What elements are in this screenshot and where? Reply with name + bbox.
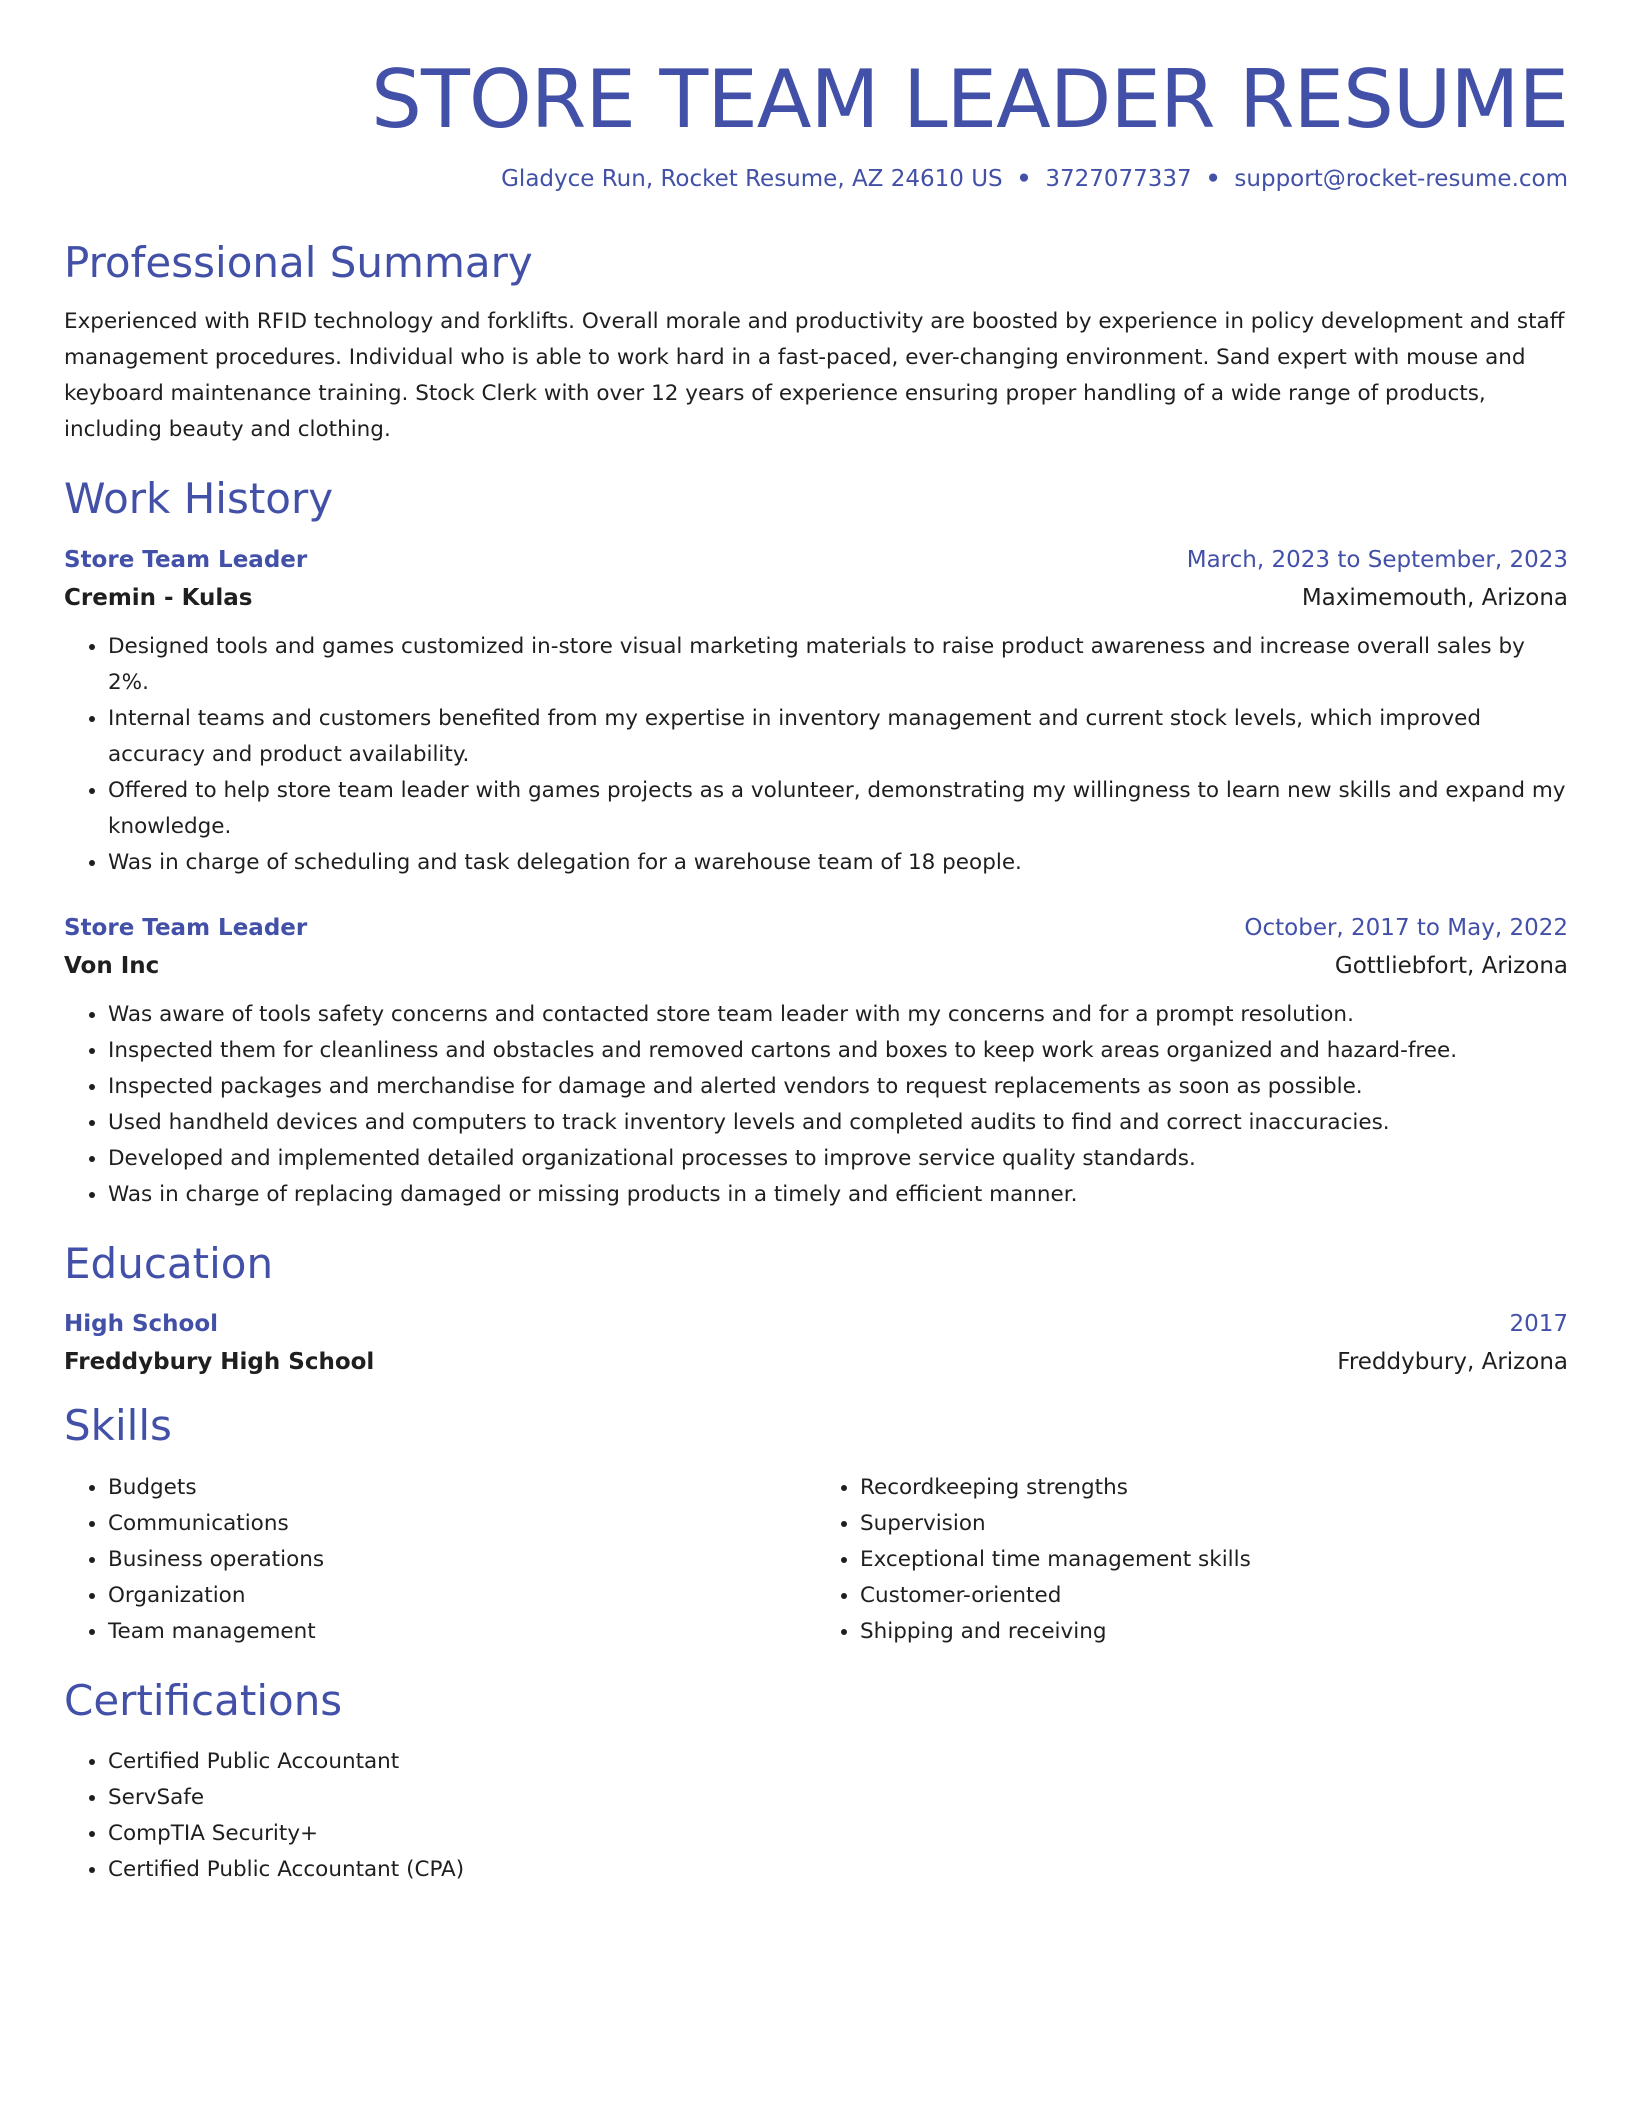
education-entry [64,1311,1568,1375]
skills-heading: Skills [64,1401,172,1451]
skill-item: • Recordkeeping strengths [860,1470,1568,1506]
contact-address: Gladyce Run, Rocket Resume, AZ 24610 US [501,166,1003,192]
contact-separator: • [1205,166,1221,192]
skills-grid [64,1470,1568,1650]
certification-item: • Certified Public Accountant [108,1744,1568,1780]
education-school-row [64,1349,1568,1375]
job-bullet: • Was in charge of replacing damaged or missing products in a timely and efficient manner. [108,1177,1568,1213]
job-dates: March, 2023 to September, 2023 [1186,546,1568,573]
skills-column-left [64,1470,816,1650]
certification-item: • CompTIA Security+ [108,1816,1568,1852]
education-school: Freddybury High School [64,1349,375,1376]
job-bullet: • Designed tools and games customized in-store visual marketing materials to raise product awareness and increase overall sales by 2%. [108,629,1568,701]
skill-item: • Shipping and receiving [860,1614,1568,1650]
job-title: Store Team Leader [64,546,308,573]
job-bullet: • Developed and implemented detailed organizational processes to improve service quality standards. [108,1141,1568,1177]
job-bullet: • Offered to help store team leader with games projects as a volunteer, demonstrating my willingness to learn new skills and expand my knowledge. [108,773,1568,845]
job-company-row [64,585,1568,611]
work-history-heading: Work History [64,474,334,524]
job-bullet: • Inspected them for cleanliness and obstacles and removed cartons and boxes to keep work areas organized and hazard-free. [108,1033,1568,1069]
skills-column-right [816,1470,1568,1650]
education-degree: High School [64,1311,219,1338]
education-heading: Education [64,1238,274,1288]
skill-item: • Customer-oriented [860,1578,1568,1614]
job-bullet: • Was in charge of scheduling and task delegation for a warehouse team of 18 people. [108,845,1568,881]
job-company-row [64,953,1568,979]
job-bullets [64,997,1568,1213]
skill-item: • Organization [108,1578,816,1614]
job-bullet: • Internal teams and customers benefited from my expertise in inventory management and current stock levels, which improved accuracy and product availability. [108,701,1568,773]
job-bullets [64,629,1568,881]
job-entry [64,547,1568,881]
skill-item: • Communications [108,1506,816,1542]
skill-item: • Team management [108,1614,816,1650]
job-location: Maximemouth, Arizona [1301,584,1568,611]
certifications-heading: Certifications [64,1675,343,1725]
contact-email[interactable]: support@rocket-resume.com [1234,166,1568,192]
job-entry [64,915,1568,1213]
job-bullet: • Was aware of tools safety concerns and contacted store team leader with my concerns and for a prompt resolution. [108,997,1568,1033]
education-degree-row [64,1311,1568,1337]
education-location: Freddybury, Arizona [1337,1349,1568,1376]
summary-text: Experienced with RFID technology and forklifts. Overall morale and productivity are boosted by experience in policy development and staff management procedures. Individual who is able to work hard in a fast-paced, ever-changing environment. Sand expert with mouse and keyboard maintenance training. Stock Clerk with over 12 years of experience ensuring proper handling of a wide range of products, including beauty and clothing. [64,309,1565,443]
job-bullet: • Used handheld devices and computers to track inventory levels and completed audits to find and correct inaccuracies. [108,1105,1568,1141]
job-dates: October, 2017 to May, 2022 [1244,914,1568,941]
job-bullet: • Inspected packages and merchandise for damage and alerted vendors to request replacements as soon as possible. [108,1069,1568,1105]
skill-item: • Business operations [108,1542,816,1578]
summary-heading: Professional Summary [64,238,533,287]
job-title-row [64,547,1568,573]
contact-phone: 3727077337 [1045,166,1192,192]
certification-item: • ServSafe [108,1780,1568,1816]
skill-item: • Budgets [108,1470,816,1506]
education-year: 2017 [1509,1311,1568,1338]
job-location: Gottliebfort, Arizona [1334,952,1568,979]
job-title-row [64,915,1568,941]
job-title: Store Team Leader [64,914,308,941]
certification-item: • Certified Public Accountant (CPA) [108,1852,1568,1888]
job-company: Von Inc [64,952,160,979]
contact-separator: • [1016,166,1032,192]
resume-title: STORE TEAM LEADER RESUME [371,53,1568,146]
certifications-list [64,1744,1568,1888]
contact-line [64,166,1568,192]
skill-item: • Exceptional time management skills [860,1542,1568,1578]
job-company: Cremin - Kulas [64,584,253,611]
skill-item: • Supervision [860,1506,1568,1542]
